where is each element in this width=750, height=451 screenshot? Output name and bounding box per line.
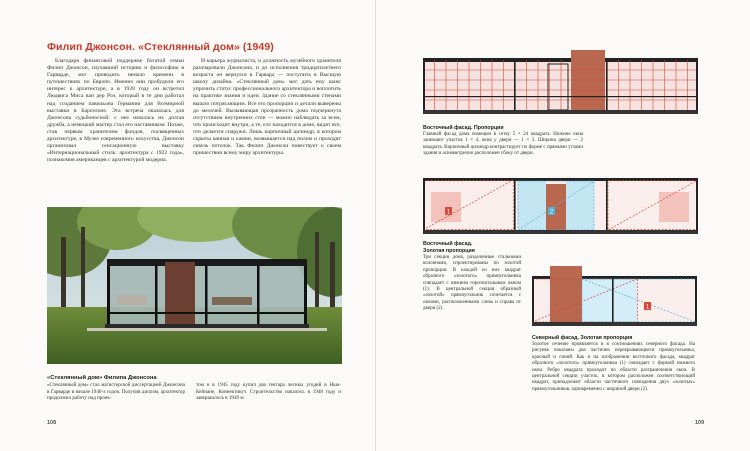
north-facade-text: Золотое сечение проявляется и в соотношениях северного фасада. На рисунке показаны два частично перекрывающиеся прямоугольника, красный и синий. Как и на изображении восточного фасада, квадрат образного «золотого» прямоугольника (1) совпадает с формой нижнего окна. Ребро квадрата проходит по области разграничения окон. В центральной секции участок, в котором расположен соответствующий квадрат, принадлежит области частичного совпадения двух «золотых» прямоугольников, одновременно с шириной двери (2). (532, 342, 695, 392)
golden-ratio-text: Три секции дома, разделенные стальными колоннами, спроектированы по золотой пропорции. В каждой из них квадрат образного «золотого» прямоугольника совпадает с нижним горизонтальным окном (1). В центральной секции образный «золотой» прямоугольник сочетается с окнами, расположенными слева и справа от двери (2). (423, 255, 521, 312)
east-facade-title: Восточный фасад. Пропорции (423, 125, 504, 131)
east-facade-proportion-diagram (423, 50, 698, 118)
north-facade-golden-ratio-diagram (532, 266, 697, 329)
page-number-left: 108 (47, 420, 57, 426)
body-column-2: И карьера журналиста, и должность музейного хранителя разочаровали Джонсона, и до исполнения тридцатилетнего возраста он вернулся в Гарвард — поступить в Высшую школу дизайна. «Стеклянный дом» мог дать ему шанс упрочить статус профессионального архитектора и воплотить на практике знания и идеи. Здание со стеклянными стенами вышло потрясающим. Все его пропорции и детали выверены до мелочей. Вызывающая прозрачность дома подчеркнута отсутствием внутренних стен — можно наблюдать за всем, что происходит внутри, а те, кто находится в доме, видят все, что делается снаружи. Лишь кирпичный цилиндр, в котором скрыты ванная и камин, возвышается над полом и проходит сквозь потолок. Так Филип Джонсон повествует о своем пришествии всему миру архитектуры. (193, 58, 341, 157)
golden-marker-1: 1 (446, 209, 451, 216)
east-facade-golden-ratio-diagram (423, 174, 698, 236)
article-title: Филип Джонсон. «Стеклянный дом» (1949) (47, 41, 274, 53)
photo-caption-text-1: «Стеклянный дом» стал магистерской диссертацией Джонсона в Гарварде в начале 1940-х годов. Получив диплом, архитектор продолжил работу над проек- (47, 382, 185, 402)
north-marker-1: 1 (645, 304, 650, 311)
photo-caption-title: «Стеклянный дом» Филипа Джонсона (47, 375, 157, 381)
glass-house-photo (47, 207, 342, 364)
body-column-1: Благодаря финансовой поддержке богатой семьи Филип Джонсон, изучавший историю и философию в Гарварде, мог проводить немало времени в путешествиях по Европе. Именно они пробудили его интерес к архитектуре, а в 1928 году он встретил Людвига Миса ван дер Роэ, который в те дни работал над созданием павильона Германии для Всемирной выставки в Барселоне. Эта встреча оказалась для Джонсона судьбоносной: с нее началась их долгая дружба, а немецкий мастер стал его наставником. Позже, став первым хранителем фондов, посвященных архитектуре, в Музее современного искусства, Джонсон организовал сенсационную выставку «Интернациональный стиль: архитектура с 1922 года», познакомив американцев с архитектурой модерна. (47, 58, 184, 164)
glass-house-illustration (47, 207, 342, 364)
golden-marker-2: 2 (549, 209, 554, 216)
east-facade-text: Главный фасад дома помещен в сетку 5 × 24 квадрата. Нижние окна занимают участок 1 × 4, окна у двери — 1 × 3. Ширина двери — 2 квадрата. Кирпичный цилиндр контрастирует по форме с прямыми углами здания и асимметрично расположен сбоку от двери. (423, 132, 583, 157)
photo-caption-text-2: том и в 1945 году купил два гектара лесных угодий в Нью-Кейнане, Коннектикут. Строительство началось в 1948 году и завершилось в 1949 м. (196, 382, 341, 402)
page-number-right: 109 (695, 420, 705, 426)
golden-ratio-subtitle: Золотая пропорция (423, 248, 475, 254)
north-facade-title: Северный фасад. Золотая пропорция (532, 335, 633, 341)
golden-ratio-title: Восточный фасад. (423, 241, 473, 247)
